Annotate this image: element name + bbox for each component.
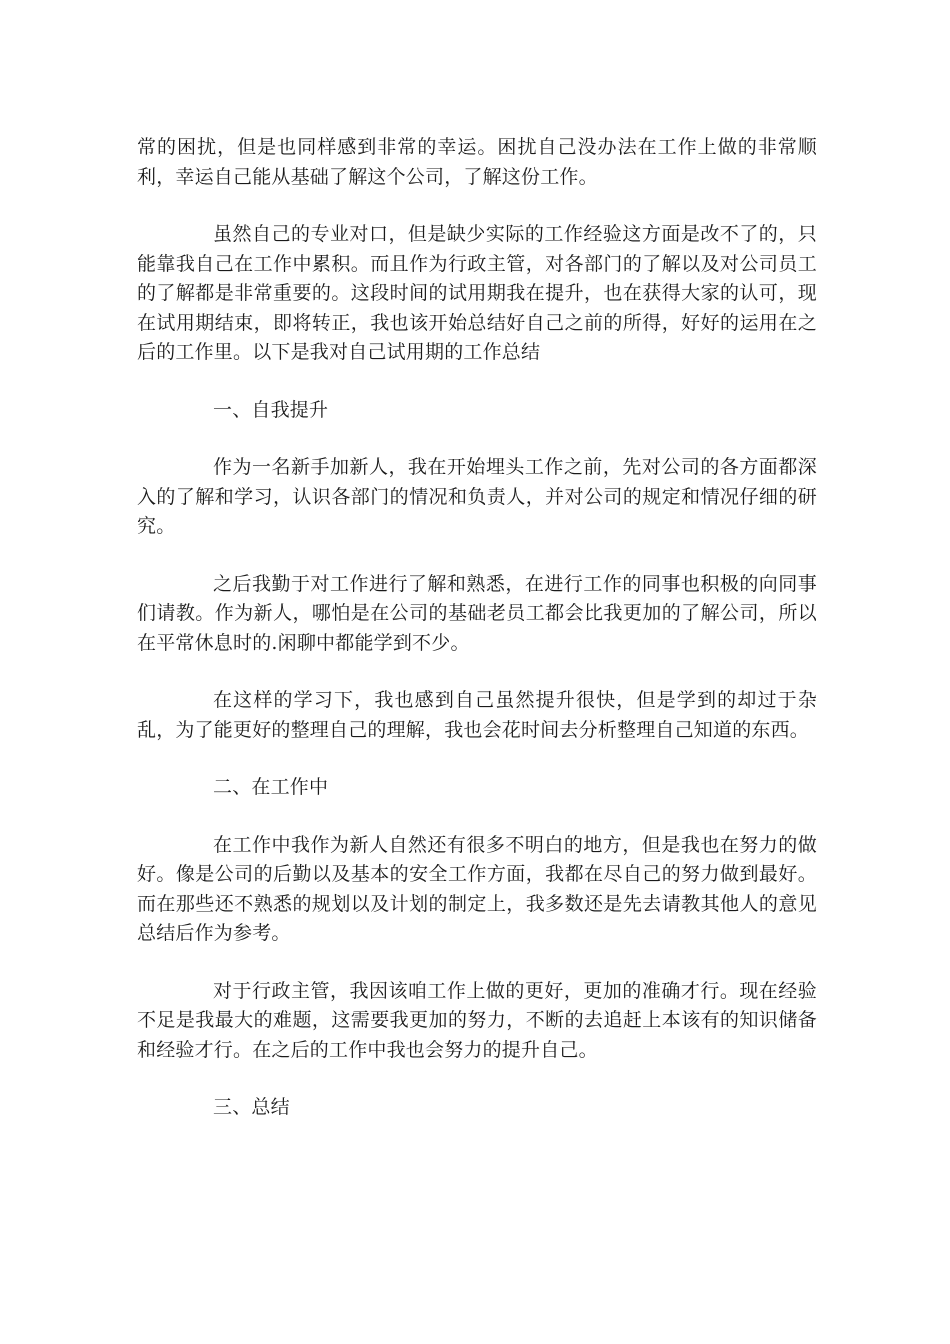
paragraph-organizing-knowledge: 在这样的学习下，我也感到自己虽然提升很快，但是学到的却过于杂乱，为了能更好的整理自己的理解，我也会花时间去分析整理自己知道的东西。 <box>137 689 817 741</box>
section-heading-at-work: 二、在工作中 <box>213 776 329 798</box>
paragraph-asking-colleagues: 之后我勤于对工作进行了解和熟悉，在进行工作的同事也积极的向同事们请教。作为新人，哪怕是在公司的基础老员工都会比我更加的了解公司，所以在平常休息时的.闲聊中都能学到不少。 <box>137 572 817 654</box>
paragraph-background: 虽然自己的专业对口，但是缺少实际的工作经验这方面是改不了的，只能靠我自己在工作中累积。而且作为行政主管，对各部门的了解以及对公司员工的了解都是非常重要的。这段时间的试用期我在提升，也在获得大家的认可，现在试用期结束，即将转正，我也该开始总结好自己之前的所得，好好的运用在之后的工作里。以下是我对自己试用期的工作总结 <box>137 223 817 363</box>
document-body <box>137 133 817 1151</box>
paragraph-work-efforts: 在工作中我作为新人自然还有很多不明白的地方，但是我也在努力的做好。像是公司的后勤以及基本的安全工作方面，我都在尽自己的努力做到最好。而在那些还不熟悉的规划以及计划的制定上，我多数还是先去请教其他人的意见总结后作为参考。 <box>137 833 817 944</box>
paragraph-learning-company: 作为一名新手加新人，我在开始埋头工作之前，先对公司的各方面都深入的了解和学习，认识各部门的情况和负责人，并对公司的规定和情况仔细的研究。 <box>137 456 817 537</box>
section-heading-summary: 三、总结 <box>213 1096 290 1118</box>
paragraph-intro-continuation: 常的困扰，但是也同样感到非常的幸运。困扰自己没办法在工作上做的非常顺利，幸运自己能从基础了解这个公司，了解这份工作。 <box>137 136 817 188</box>
section-heading-self-improvement: 一、自我提升 <box>213 398 329 421</box>
paragraph-admin-role: 对于行政主管，我因该咱工作上做的更好，更加的准确才行。现在经验不足是我最大的难题，这需要我更加的努力，不断的去追赶上本该有的知识储备和经验才行。在之后的工作中我也会努力的提升自己。 <box>137 979 817 1061</box>
